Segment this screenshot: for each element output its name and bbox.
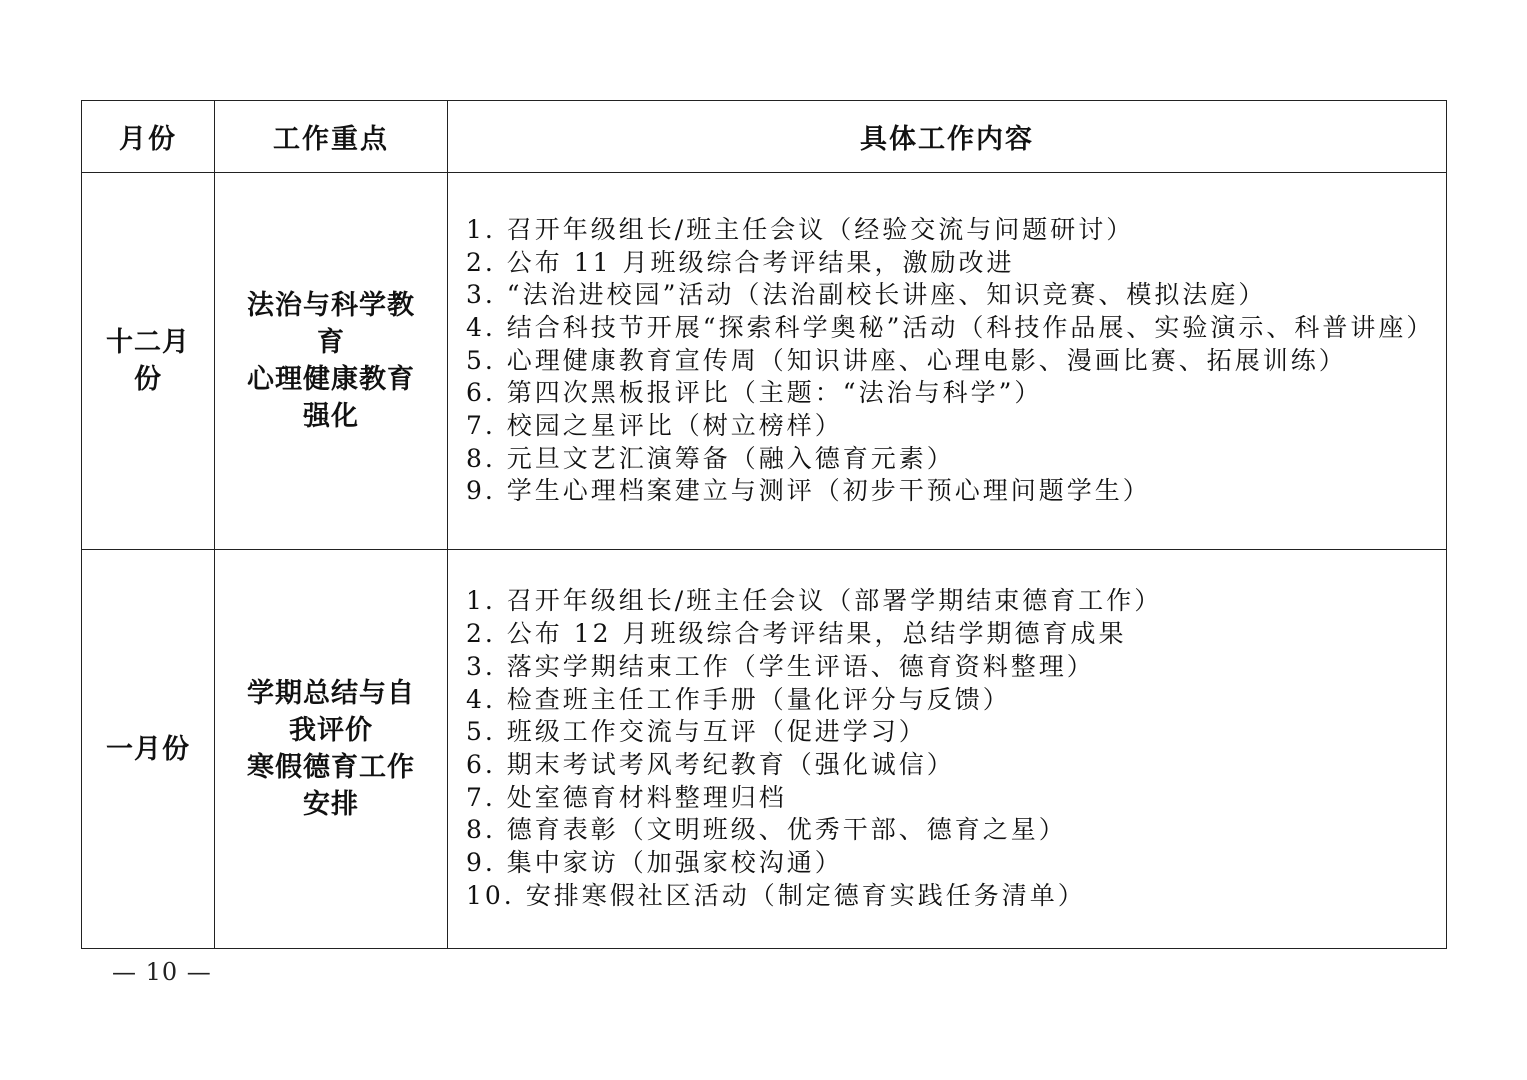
work-item: 6. 期末考试考风考纪教育（强化诚信）: [466, 750, 955, 779]
header-content: 具体工作内容: [448, 101, 1447, 173]
work-item: 8. 德育表彰（文明班级、优秀干部、德育之星）: [466, 815, 1067, 845]
work-item: 1. 召开年级组长/班主任会议（部署学期结束德育工作）: [466, 586, 1163, 616]
work-item-list: [448, 585, 1446, 912]
content-cell: [448, 173, 1447, 550]
header-focus: 工作重点: [215, 101, 448, 173]
month-cell: [82, 173, 215, 550]
month-line: 一月份: [106, 733, 190, 765]
month-line: 份: [134, 364, 162, 395]
month-line: 十二月: [106, 327, 190, 358]
month-cell: [82, 550, 215, 949]
focus-line: 我评价: [289, 715, 373, 746]
work-item: 2. 公布 11 月班级综合考评结果，激励改进: [466, 247, 1015, 277]
header-month: 月份: [82, 101, 215, 173]
work-item: 9. 集中家访（加强家校沟通）: [466, 848, 843, 878]
work-item: 4. 结合科技节开展“探索科学奥秘”活动（科技作品展、实验演示、科普讲座）: [466, 312, 1435, 342]
table-row-december: [82, 173, 1447, 550]
work-item: 3. 落实学期结束工作（学生评语、德育资料整理）: [466, 651, 1095, 681]
work-item: 6. 第四次黑板报评比（主题：“法治与科学”）: [466, 378, 1043, 408]
work-item: 8. 元旦文艺汇演筹备（融入德育元素）: [466, 443, 955, 473]
focus-line: 育: [317, 327, 345, 358]
work-item: 9. 学生心理档案建立与测评（初步干预心理问题学生）: [466, 476, 1151, 506]
focus-line: 学期总结与自: [247, 678, 415, 709]
work-item: 7. 校园之星评比（树立榜样）: [466, 411, 843, 441]
work-item: 10. 安排寒假社区活动（制定德育实践任务清单）: [466, 880, 1086, 910]
focus-line: 寒假德育工作: [247, 752, 415, 783]
focus-cell: [215, 550, 448, 949]
work-item: 3. “法治进校园”活动（法治副校长讲座、知识竞赛、模拟法庭）: [466, 280, 1267, 310]
work-item: 5. 班级工作交流与互评（促进学习）: [466, 717, 927, 747]
page-number: — 10 —: [112, 958, 212, 986]
focus-line: 强化: [303, 401, 359, 432]
focus-cell: [215, 173, 448, 550]
work-plan-table: [81, 100, 1447, 949]
table-header-row: [82, 101, 1447, 173]
focus-line: 法治与科学教: [247, 290, 415, 321]
table-row-january: [82, 550, 1447, 949]
work-item-list: [448, 214, 1446, 508]
content-cell: [448, 550, 1447, 949]
focus-line: 心理健康教育: [247, 364, 415, 395]
work-item: 7. 处室德育材料整理归档: [466, 782, 787, 812]
work-item: 5. 心理健康教育宣传周（知识讲座、心理电影、漫画比赛、拓展训练）: [466, 345, 1347, 375]
work-item: 4. 检查班主任工作手册（量化评分与反馈）: [466, 684, 1011, 714]
focus-line: 安排: [303, 789, 359, 820]
work-item: 1. 召开年级组长/班主任会议（经验交流与问题研讨）: [466, 214, 1135, 244]
work-item: 2. 公布 12 月班级综合考评结果，总结学期德育成果: [466, 619, 1127, 649]
